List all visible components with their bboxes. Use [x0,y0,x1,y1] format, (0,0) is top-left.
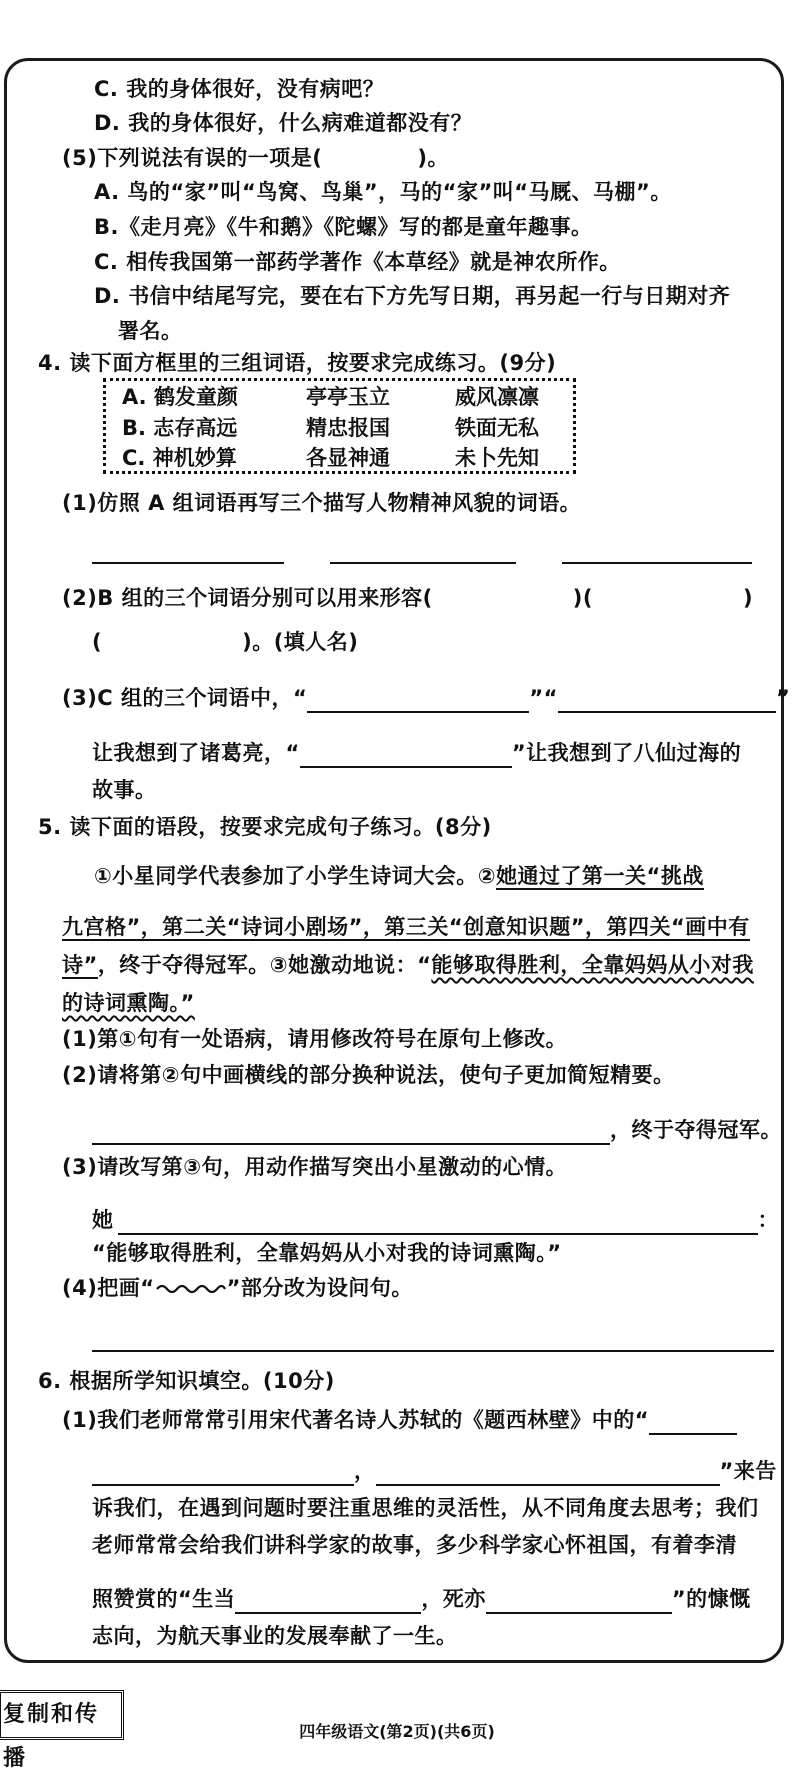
q5-sub3-answer[interactable] [118,1211,758,1235]
q5-sub4 [62,1273,413,1303]
q5-sub3-quote: “能够取得胜利，全靠妈妈从小对我的诗词熏陶。” [92,1241,562,1265]
q6-sub1-comma: ， [354,1459,376,1483]
page-footer: 四年级语文(第2页)(共6页) [299,1722,495,1741]
q4-sub2-text-a: (2)B 组的三个词语分别可以用来形容( [62,586,433,610]
q4-sub3-answer-1[interactable] [307,689,529,713]
q4-sub3-answer-2[interactable] [558,689,776,713]
q4-sub2-text-d: ( [92,630,103,654]
q5-passage-line3-underlined: 诗” [62,953,98,977]
q4-sub3-line2 [92,738,741,768]
q3-option-c: C. 我的身体很好，没有病吧？ [94,77,385,101]
q4-word-c1: C. 神机妙算 [122,446,237,470]
q5-passage-line3 [62,950,754,980]
q6-sub1-line2 [92,1456,777,1486]
q4-sub3-text-b: ”“ [529,686,558,710]
q4-word-b2: 精忠报国 [306,416,390,440]
copyright-stamp: 复制和传播 [0,1690,124,1740]
q6-sub1-line6: 志向，为航天事业的发展奉献了一生。 [92,1624,458,1648]
q4-word-c2: 各显神通 [306,446,390,470]
q5-title: 5. 读下面的语段，按要求完成句子练习。(8分) [38,815,492,839]
q6-sub1-answer-1b[interactable] [92,1462,354,1486]
q5-sub2-tail: ，终于夺得冠军。 [610,1118,782,1142]
q4-sub3-text-d: 让我想到了诸葛亮，“ [92,741,300,765]
q4-sub3-text-a: (3)C 组的三个词语中，“ [62,686,308,710]
q6-sub1-text-d: ”的慷慨 [671,1587,751,1611]
q5-sub3: (3)请改写第③句，用动作描写突出小星激动的心情。 [62,1155,568,1179]
q6-title: 6. 根据所学知识填空。(10分) [38,1369,335,1393]
q3-sub5-stem-text: (5)下列说法有误的一项是( [62,146,323,170]
q4-sub3-line1 [62,683,790,713]
q5-sub4-answer[interactable] [92,1350,774,1352]
q6-sub1-answer-3[interactable] [235,1590,421,1614]
q6-sub1-answer-4[interactable] [486,1590,672,1614]
q3-sub5-option-d-line2: 署名。 [118,319,183,343]
q5-passage-line4 [62,988,195,1018]
q4-sub2-text-b: )( [572,586,593,610]
q6-sub1-line5 [92,1584,751,1614]
q5-sub4-text-b: ”部分改为设问句。 [226,1276,413,1300]
q4-sub2-text-c: ) [742,586,754,610]
q4-sub1-answer-1[interactable] [92,562,284,564]
q5-sub3-answer-row [92,1205,779,1235]
q5-passage-line1 [94,861,704,891]
wavy-line-icon [155,1282,227,1296]
q6-sub1-line1 [62,1405,737,1435]
q4-word-a2: 亭亭玉立 [306,385,390,409]
q4-word-c3: 未卜先知 [455,446,539,470]
q4-word-a1: A. 鹤发童颜 [122,385,238,409]
q5-passage-line2 [62,912,750,942]
q6-sub1-text-c: ，死亦 [421,1587,486,1611]
q5-sub3-colon: ： [757,1208,779,1232]
q6-sub1-tail: ”来告 [719,1459,777,1483]
q4-sub2-line1 [62,583,753,613]
q3-option-d: D. 我的身体很好，什么病难道都没有？ [94,111,473,135]
q5-passage-line1-a: ①小星同学代表参加了小学生诗词大会。② [94,864,497,888]
q5-sub2: (2)请将第②句中画横线的部分换种说法，使句子更加简短精要。 [62,1063,675,1087]
q6-sub1-line4: 老师常常会给我们讲科学家的故事，多少科学家心怀祖国，有着李清 [92,1533,737,1557]
q4-sub2-text-e: )。(填人名) [242,630,359,654]
q3-sub5-option-a: A. 鸟的“家”叫“鸟窝、鸟巢”，马的“家”叫“马厩、马棚”。 [94,180,672,204]
q5-sub1: (1)第①句有一处语病，请用修改符号在原句上修改。 [62,1027,568,1051]
q3-sub5-stem [62,143,449,173]
q4-sub1-answer-2[interactable] [330,562,516,564]
q4-sub3-text-e: ”让我想到了八仙过海的 [511,741,742,765]
q6-sub1-text-a: (1)我们老师常常引用宋代著名诗人苏轼的《题西林壁》中的“ [62,1408,650,1432]
q4-sub3-text-c: ” [775,686,791,710]
q4-sub1: (1)仿照 A 组词语再写三个描写人物精神风貌的词语。 [62,491,582,515]
q5-sub4-text-a: (4)把画“ [62,1276,155,1300]
q4-sub3-line3: 故事。 [92,778,157,802]
q5-sub2-answer-row [92,1115,782,1145]
q5-passage-line1-underlined: 她通过了第一关“挑战 [496,864,704,888]
q4-sub3-answer-3[interactable] [300,744,512,768]
q3-sub5-stem-close: )。 [417,146,450,170]
q5-passage-line4-wavy: 的诗词熏陶。” [62,991,195,1015]
q4-word-b3: 铁面无私 [455,416,539,440]
q4-word-a3: 威风凛凛 [455,385,539,409]
q3-sub5-option-c: C. 相传我国第一部药学著作《本草经》就是神农所作。 [94,250,621,274]
q6-sub1-answer-1a[interactable] [649,1411,737,1435]
q5-sub3-she: 她 [92,1208,114,1232]
q4-word-b1: B. 志存高远 [122,416,238,440]
q3-sub5-option-d-line1: D. 书信中结尾写完，要在右下方先写日期，再另起一行与日期对齐 [94,284,731,308]
q5-passage-line3-b: ，终于夺得冠军。③她激动地说：“ [97,953,432,977]
q5-sub2-answer[interactable] [92,1121,610,1145]
q6-sub1-answer-2[interactable] [376,1462,720,1486]
q3-sub5-option-b: B.《走月亮》《牛和鹅》《陀螺》写的都是童年趣事。 [94,215,593,239]
q4-title: 4. 读下面方框里的三组词语，按要求完成练习。(9分) [38,351,557,375]
q6-sub1-text-b: 照赞赏的“生当 [92,1587,236,1611]
q6-sub1-line3: 诉我们，在遇到问题时要注重思维的灵活性，从不同角度去思考；我们 [92,1496,759,1520]
q4-sub1-answer-3[interactable] [562,562,752,564]
q4-sub2-line2 [92,627,358,657]
q5-passage-line2-underlined: 九宫格”，第二关“诗词小剧场”，第三关“创意知识题”，第四关“画中有 [62,915,750,939]
q5-passage-line3-wavy: 能够取得胜利，全靠妈妈从小对我 [431,953,754,977]
